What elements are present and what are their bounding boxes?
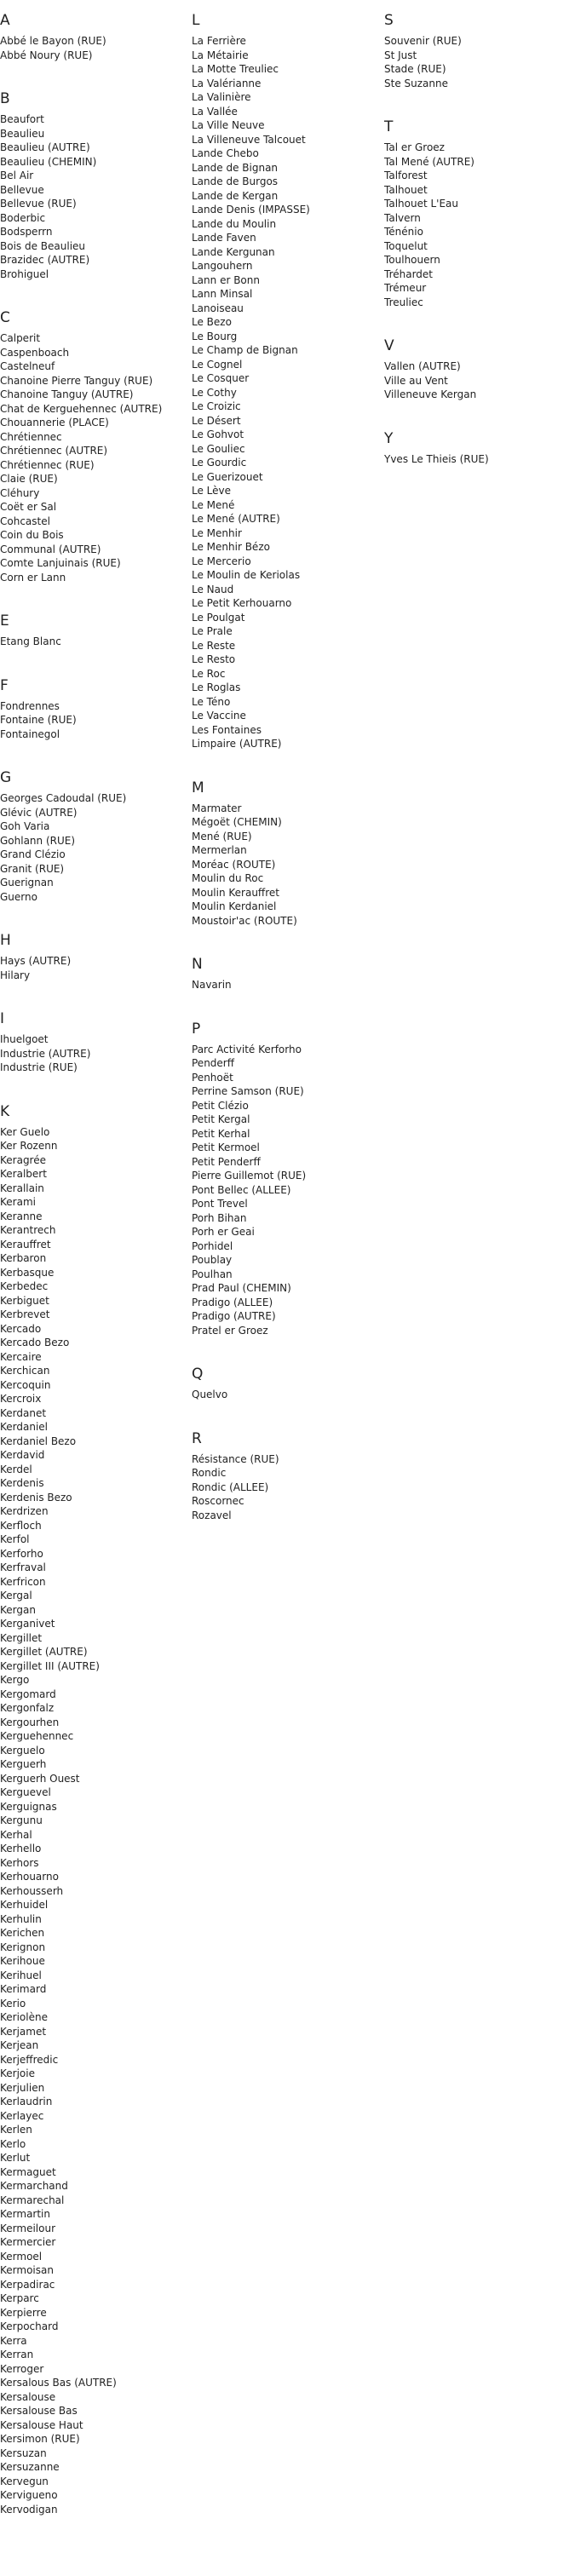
- street-link[interactable]: Chrétiennec (AUTRE): [0, 445, 108, 457]
- street-link[interactable]: Kerforho: [0, 1547, 43, 1560]
- letter-heading: A: [0, 12, 10, 29]
- street-link[interactable]: Kerlo: [0, 2137, 26, 2150]
- street-link[interactable]: Kerpadirac: [0, 2278, 55, 2291]
- street-link[interactable]: La Villeneuve Talcouet: [192, 133, 306, 146]
- street-link[interactable]: Talforest: [384, 170, 428, 181]
- street-link[interactable]: Kerbrevet: [0, 1308, 50, 1320]
- street-link[interactable]: Kersimon (RUE): [0, 2433, 80, 2445]
- street-link[interactable]: Kerjoie: [0, 2067, 35, 2079]
- street-link[interactable]: Les Fontaines: [192, 723, 262, 736]
- street-link[interactable]: Porhidel: [192, 1239, 233, 1252]
- street-link[interactable]: Moulin Kerauffret: [192, 886, 279, 899]
- street-link[interactable]: Kervigueno: [0, 2489, 58, 2501]
- street-link[interactable]: Kerroger: [0, 2362, 44, 2375]
- letter-heading: T: [384, 118, 394, 135]
- street-link[interactable]: Kerguignas: [0, 1800, 57, 1813]
- street-link[interactable]: Keralbert: [0, 1168, 47, 1180]
- street-link[interactable]: Le Cognel: [192, 358, 243, 371]
- street-link[interactable]: Petit Clézio: [192, 1099, 249, 1112]
- street-link[interactable]: La Valérianne: [192, 77, 262, 89]
- street-link[interactable]: Villeneuve Kergan: [384, 388, 477, 400]
- street-link[interactable]: Keragrée: [0, 1153, 46, 1166]
- street-link[interactable]: Le Menhir Bézo: [192, 541, 270, 553]
- street-link[interactable]: Le Gohvot: [192, 428, 244, 440]
- street-link[interactable]: Beaufort: [0, 113, 44, 125]
- street-link[interactable]: Coët er Sal: [0, 501, 57, 513]
- street-link[interactable]: Kersalouse: [0, 2390, 56, 2403]
- street-link[interactable]: Kersuzanne: [0, 2461, 60, 2473]
- street-link[interactable]: Le Désert: [192, 414, 241, 427]
- street-link[interactable]: Moulin Kerdaniel: [192, 900, 277, 912]
- street-link[interactable]: Industrie (RUE): [0, 1061, 78, 1073]
- street-link[interactable]: Kerauffret: [0, 1238, 51, 1251]
- street-link[interactable]: Lande du Moulin: [192, 217, 277, 230]
- street-link[interactable]: Kerdenis: [0, 1477, 44, 1489]
- street-link[interactable]: Ker Rozenn: [0, 1140, 58, 1152]
- street-link[interactable]: Kerguerh: [0, 1758, 47, 1770]
- street-link[interactable]: Le Petit Kerhouarno: [192, 597, 292, 609]
- street-link[interactable]: Navarin: [192, 979, 232, 991]
- street-link[interactable]: Tal Mené (AUTRE): [384, 155, 474, 168]
- street-link[interactable]: Kerdanet: [0, 1406, 47, 1419]
- street-link[interactable]: Comte Lanjuinais (RUE): [0, 557, 121, 569]
- street-link[interactable]: Résistance (RUE): [192, 1452, 279, 1465]
- street-link[interactable]: Kermoel: [0, 2250, 43, 2263]
- street-link[interactable]: Claie (RUE): [0, 473, 58, 485]
- letter-group: [0, 677, 186, 742]
- street-link[interactable]: Roscornec: [192, 1495, 244, 1507]
- street-link[interactable]: Kerdrizen: [0, 1505, 49, 1517]
- street-link[interactable]: Chrétiennec (RUE): [0, 458, 95, 471]
- street-link[interactable]: Kerganivet: [0, 1618, 55, 1630]
- street-link[interactable]: Lande Kergunan: [192, 245, 275, 258]
- street-link[interactable]: Le Roc: [192, 667, 226, 680]
- street-link[interactable]: Kercado: [0, 1322, 42, 1335]
- street-link[interactable]: Kerlut: [0, 2152, 31, 2164]
- street-link[interactable]: Kerfraval: [0, 1561, 46, 1573]
- street-link[interactable]: Kerhousserh: [0, 1884, 64, 1897]
- street-link[interactable]: Treuliec: [384, 296, 423, 308]
- letter-group: [384, 12, 570, 90]
- street-link[interactable]: Le Moulin de Keriolas: [192, 569, 301, 581]
- street-link[interactable]: Industrie (AUTRE): [0, 1047, 91, 1060]
- street-link[interactable]: Grand Clézio: [0, 848, 66, 860]
- street-link[interactable]: Kergunu: [0, 1814, 43, 1826]
- letter-group: [384, 118, 570, 309]
- street-link[interactable]: Le Naud: [192, 583, 234, 595]
- street-link[interactable]: Kerio: [0, 1997, 26, 2010]
- street-link[interactable]: Lande de Bignan: [192, 161, 279, 174]
- street-link[interactable]: Kerihuel: [0, 1969, 42, 1981]
- street-link[interactable]: Kerhulin: [0, 1912, 42, 1925]
- street-link[interactable]: Bellevue: [0, 183, 44, 196]
- street-link[interactable]: Kercaire: [0, 1350, 42, 1363]
- street-link[interactable]: Kerpierre: [0, 2306, 47, 2319]
- street-link[interactable]: Calperit: [0, 332, 41, 344]
- street-link[interactable]: Le Bourg: [192, 330, 238, 342]
- street-link[interactable]: Moulin du Roc: [192, 872, 264, 884]
- street-link[interactable]: Rozavel: [192, 1509, 232, 1521]
- street-link[interactable]: Porh Bihan: [192, 1211, 247, 1224]
- street-link[interactable]: Kerhal: [0, 1828, 32, 1841]
- letter-group: [0, 769, 186, 904]
- letter-heading: E: [0, 612, 9, 630]
- street-link[interactable]: Pierre Guillemot (RUE): [192, 1170, 307, 1182]
- street-link[interactable]: Kerallain: [0, 1182, 44, 1194]
- street-link[interactable]: Kerlayec: [0, 2109, 44, 2122]
- street-link[interactable]: Kerihoue: [0, 1955, 45, 1967]
- street-link[interactable]: Le Gouliec: [192, 442, 245, 455]
- letter-heading: B: [0, 90, 10, 107]
- street-link[interactable]: Kerra: [0, 2334, 27, 2347]
- street-link[interactable]: Kerami: [0, 1196, 36, 1208]
- street-link[interactable]: Castelneuf: [0, 360, 55, 372]
- street-link[interactable]: Moréac (ROUTE): [192, 858, 276, 871]
- street-link[interactable]: Le Menhir: [192, 526, 242, 539]
- street-link[interactable]: Petit Penderff: [192, 1155, 261, 1168]
- street-link[interactable]: Le Resto: [192, 653, 236, 665]
- street-link[interactable]: Kergourhen: [0, 1716, 60, 1728]
- street-link[interactable]: Kerbiguet: [0, 1294, 49, 1307]
- street-link[interactable]: Abbé le Bayon (RUE): [0, 35, 106, 47]
- street-link[interactable]: Fondrennes: [0, 699, 60, 712]
- letter-heading: Y: [384, 429, 394, 447]
- street-link[interactable]: Beaulieu: [0, 127, 45, 140]
- street-link[interactable]: Georges Cadoudal (RUE): [0, 792, 127, 804]
- index-column-3: [384, 12, 570, 494]
- street-link[interactable]: Stade (RUE): [384, 63, 446, 75]
- street-link[interactable]: Perrine Samson (RUE): [192, 1085, 304, 1097]
- street-link[interactable]: Kerhors: [0, 1856, 39, 1869]
- letter-group: [0, 932, 186, 982]
- street-link[interactable]: Kerignon: [0, 1941, 46, 1953]
- street-link[interactable]: Lande de Kergan: [192, 189, 279, 202]
- street-link[interactable]: Parc Activité Kerforho: [192, 1043, 302, 1055]
- street-link[interactable]: Kerpochard: [0, 2320, 59, 2332]
- street-link[interactable]: Beaulieu (CHEMIN): [0, 155, 97, 168]
- street-link[interactable]: Prad Paul (CHEMIN): [192, 1282, 291, 1294]
- street-link[interactable]: Kercroix: [0, 1393, 42, 1405]
- street-link[interactable]: Etang Blanc: [0, 635, 61, 647]
- street-link[interactable]: Kersalouse Haut: [0, 2418, 83, 2431]
- letter-group: [192, 12, 377, 751]
- street-link[interactable]: Kerdavid: [0, 1449, 45, 1461]
- street-link[interactable]: Trémeur: [384, 282, 427, 294]
- street-link[interactable]: Bois de Beaulieu: [0, 239, 86, 252]
- street-link[interactable]: Kergan: [0, 1603, 36, 1616]
- letter-group: [192, 779, 377, 929]
- street-link[interactable]: Gohlann (RUE): [0, 834, 76, 847]
- street-link[interactable]: Toquelut: [384, 239, 428, 252]
- letter-group: [384, 430, 570, 467]
- street-link[interactable]: Kerhello: [0, 1843, 42, 1854]
- street-link[interactable]: Kergo: [0, 1674, 30, 1686]
- letter-group: [0, 1103, 186, 2517]
- street-link[interactable]: Kerchican: [0, 1365, 50, 1377]
- street-link[interactable]: La Motte Treuliec: [192, 63, 279, 75]
- street-link[interactable]: Kerguehennec: [0, 1730, 74, 1742]
- street-link[interactable]: Yves Le Thieis (RUE): [384, 452, 489, 465]
- street-link[interactable]: Cohcastel: [0, 515, 50, 527]
- street-link[interactable]: Kergillet III (AUTRE): [0, 1659, 100, 1672]
- street-link[interactable]: Pradigo (AUTRE): [192, 1310, 276, 1322]
- letter-heading: G: [0, 769, 12, 786]
- street-link[interactable]: Toulhouern: [384, 254, 440, 266]
- street-link[interactable]: Keriolène: [0, 2011, 48, 2023]
- letter-heading: K: [0, 1102, 10, 1120]
- street-link[interactable]: Kermeilour: [0, 2222, 55, 2234]
- street-link[interactable]: Kerlaudrin: [0, 2096, 53, 2107]
- letter-heading: F: [0, 676, 9, 694]
- street-link[interactable]: Mégoët (CHEMIN): [192, 816, 282, 828]
- street-link[interactable]: Kersuzan: [0, 2447, 47, 2459]
- street-link[interactable]: Corn er Lann: [0, 571, 66, 584]
- street-link[interactable]: Le Champ de Bignan: [192, 344, 298, 356]
- street-link[interactable]: Kerjamet: [0, 2025, 47, 2038]
- street-link[interactable]: Kergillet: [0, 1631, 43, 1644]
- street-link[interactable]: Hays (AUTRE): [0, 955, 72, 967]
- street-link[interactable]: Kerhouarno: [0, 1871, 59, 1883]
- street-link[interactable]: Chouannerie (PLACE): [0, 417, 109, 428]
- street-link[interactable]: Kermercier: [0, 2236, 56, 2248]
- street-link[interactable]: Le Vaccine: [192, 710, 246, 722]
- street-link[interactable]: Lande Faven: [192, 232, 256, 244]
- street-link[interactable]: Pratel er Groez: [192, 1324, 268, 1337]
- street-link[interactable]: Chanoine Pierre Tanguy (RUE): [0, 374, 153, 387]
- street-link[interactable]: Kerichen: [0, 1927, 45, 1939]
- street-link[interactable]: Keranne: [0, 1210, 43, 1222]
- street-link[interactable]: Le Mené: [192, 498, 235, 511]
- street-link[interactable]: Limpaire (AUTRE): [192, 738, 282, 750]
- street-link[interactable]: Kerguevel: [0, 1786, 51, 1798]
- street-link[interactable]: Le Reste: [192, 639, 236, 652]
- letter-group: [192, 1021, 377, 1338]
- street-link[interactable]: Hilary: [0, 969, 31, 981]
- street-link[interactable]: La Ferrière: [192, 35, 246, 47]
- street-link[interactable]: Le Gourdic: [192, 457, 247, 469]
- street-link[interactable]: Beaulieu (AUTRE): [0, 141, 90, 153]
- letter-heading: R: [192, 1429, 202, 1447]
- street-link[interactable]: Ihuelgoet: [0, 1033, 49, 1045]
- street-link[interactable]: Lande de Burgos: [192, 175, 279, 187]
- street-link[interactable]: Ste Suzanne: [384, 77, 448, 89]
- street-link[interactable]: Caspenboach: [0, 346, 70, 359]
- street-link[interactable]: Ker Guelo: [0, 1125, 50, 1138]
- street-link[interactable]: Penderff: [192, 1057, 234, 1069]
- street-link[interactable]: Kermarechal: [0, 2194, 65, 2206]
- letter-group: [192, 956, 377, 992]
- street-link[interactable]: Kerran: [0, 2349, 34, 2360]
- street-link[interactable]: Fontaine (RUE): [0, 714, 77, 726]
- street-link[interactable]: Mermerlan: [192, 844, 247, 856]
- street-link[interactable]: Kervegun: [0, 2475, 49, 2487]
- street-link[interactable]: Petit Kermoel: [192, 1141, 260, 1153]
- street-link[interactable]: Abbé Noury (RUE): [0, 49, 93, 61]
- street-link[interactable]: Kerfloch: [0, 1519, 42, 1532]
- street-link[interactable]: Kermoisan: [0, 2264, 54, 2276]
- street-link[interactable]: Kerguerh Ouest: [0, 1772, 80, 1785]
- street-link[interactable]: Chanoine Tanguy (AUTRE): [0, 388, 134, 400]
- letter-heading: C: [0, 309, 10, 326]
- letter-group: [0, 90, 186, 281]
- street-link[interactable]: Lande Chebo: [192, 147, 259, 159]
- street-link[interactable]: Kermartin: [0, 2208, 50, 2220]
- street-link[interactable]: Boderbic: [0, 211, 46, 224]
- letter-heading: P: [192, 1020, 201, 1038]
- street-link[interactable]: Kerdel: [0, 1463, 32, 1475]
- letter-heading: H: [0, 932, 11, 949]
- street-link[interactable]: Kerbaron: [0, 1252, 47, 1264]
- street-link[interactable]: Le Prale: [192, 625, 233, 637]
- street-link[interactable]: Le Roglas: [192, 681, 241, 693]
- letter-heading: V: [384, 337, 394, 354]
- street-link[interactable]: Souvenir (RUE): [384, 35, 462, 47]
- street-link[interactable]: Quelvo: [192, 1389, 228, 1400]
- street-link[interactable]: Lanoiseau: [192, 302, 244, 314]
- street-link[interactable]: Lann Minsal: [192, 288, 253, 300]
- street-link[interactable]: Kergal: [0, 1590, 32, 1601]
- street-link[interactable]: Cléhury: [0, 486, 40, 499]
- street-link[interactable]: Le Bezo: [192, 316, 232, 328]
- street-link[interactable]: Lande Denis (IMPASSE): [192, 204, 310, 216]
- street-link[interactable]: Coin du Bois: [0, 529, 64, 541]
- street-link[interactable]: Lann er Bonn: [192, 273, 260, 286]
- street-link[interactable]: Glévic (AUTRE): [0, 806, 78, 819]
- street-link[interactable]: Mené (RUE): [192, 830, 252, 842]
- letter-heading: S: [384, 12, 394, 29]
- street-link[interactable]: Kerjeffredic: [0, 2053, 59, 2066]
- letter-group: [0, 1010, 186, 1075]
- street-link[interactable]: Kerparc: [0, 2292, 39, 2304]
- letter-group: [0, 309, 186, 584]
- street-link[interactable]: Pont Trevel: [192, 1198, 248, 1210]
- street-link[interactable]: Le Cothy: [192, 386, 237, 399]
- index-column-2: [192, 12, 377, 1550]
- street-link[interactable]: Langouhern: [192, 260, 253, 272]
- street-link[interactable]: Bellevue (RUE): [0, 198, 77, 210]
- street-link[interactable]: La Ville Neuve: [192, 119, 265, 131]
- street-link[interactable]: Rondic: [192, 1467, 227, 1479]
- street-link[interactable]: Moustoir'ac (ROUTE): [192, 914, 297, 927]
- street-link[interactable]: Kercado Bezo: [0, 1337, 70, 1348]
- street-link[interactable]: Le Poulgat: [192, 611, 245, 624]
- street-link[interactable]: La Valinière: [192, 91, 251, 103]
- street-link[interactable]: Goh Varia: [0, 820, 50, 832]
- letter-heading: I: [0, 1010, 5, 1027]
- street-link[interactable]: Penhoët: [192, 1071, 233, 1084]
- street-link[interactable]: Ténénio: [384, 226, 423, 238]
- street-link[interactable]: Kerguelo: [0, 1744, 45, 1757]
- street-link[interactable]: Kergomard: [0, 1688, 56, 1700]
- street-link[interactable]: Kercoquin: [0, 1378, 51, 1391]
- street-link[interactable]: Le Croizic: [192, 400, 241, 412]
- street-link[interactable]: Brazidec (AUTRE): [0, 254, 90, 266]
- street-link[interactable]: Porh er Geai: [192, 1226, 255, 1238]
- street-link[interactable]: Kerlen: [0, 2124, 32, 2136]
- street-link[interactable]: Granit (RUE): [0, 862, 65, 875]
- street-link[interactable]: Kerbedec: [0, 1280, 49, 1292]
- street-link[interactable]: Kersalous Bas (AUTRE): [0, 2377, 117, 2389]
- street-link[interactable]: Chat de Kerguehennec (AUTRE): [0, 402, 163, 415]
- street-link[interactable]: La Métairie: [192, 49, 249, 61]
- street-link[interactable]: Vallen (AUTRE): [384, 360, 461, 372]
- street-link[interactable]: Chrétiennec: [0, 430, 62, 443]
- street-link[interactable]: Kerjean: [0, 2039, 39, 2051]
- street-link[interactable]: Le Guerizouet: [192, 470, 263, 483]
- street-link[interactable]: Pradigo (ALLEE): [192, 1296, 273, 1308]
- street-link[interactable]: Kerdenis Bezo: [0, 1491, 72, 1504]
- street-link[interactable]: Kermarchand: [0, 2180, 68, 2192]
- street-link[interactable]: Guerignan: [0, 877, 54, 888]
- street-link[interactable]: Kerfricon: [0, 1575, 46, 1588]
- letter-heading: Q: [192, 1366, 204, 1383]
- street-link[interactable]: Talhouet: [384, 183, 428, 196]
- street-link[interactable]: Le Mené (AUTRE): [192, 513, 280, 525]
- street-link[interactable]: Kerantrech: [0, 1224, 56, 1236]
- street-link[interactable]: Le Mercerio: [192, 555, 251, 567]
- street-link[interactable]: Le Cosquer: [192, 372, 250, 384]
- street-link[interactable]: Petit Kerhal: [192, 1127, 250, 1140]
- street-link[interactable]: Kerhuidel: [0, 1899, 49, 1911]
- street-link[interactable]: Poulhan: [192, 1268, 233, 1280]
- street-link[interactable]: Kerfol: [0, 1533, 30, 1545]
- street-link[interactable]: Communal (AUTRE): [0, 543, 101, 555]
- street-link[interactable]: Talhouet L'Eau: [384, 198, 459, 210]
- street-link[interactable]: Kerimard: [0, 1983, 47, 1995]
- street-link[interactable]: Kerjulien: [0, 2081, 45, 2094]
- letter-heading: N: [192, 956, 203, 973]
- street-link[interactable]: Petit Kergal: [192, 1113, 250, 1125]
- street-link[interactable]: Poublay: [192, 1254, 233, 1266]
- street-link[interactable]: Kersalouse Bas: [0, 2405, 78, 2417]
- street-link[interactable]: Kerdaniel Bezo: [0, 1435, 77, 1447]
- street-link[interactable]: Kermaguet: [0, 2165, 56, 2178]
- street-link[interactable]: La Vallée: [192, 105, 238, 118]
- street-link[interactable]: Kerbasque: [0, 1266, 55, 1279]
- street-link[interactable]: Le Téno: [192, 695, 231, 708]
- street-link[interactable]: Bel Air: [0, 170, 34, 181]
- street-link[interactable]: Guerno: [0, 890, 37, 903]
- letter-heading: M: [192, 779, 204, 796]
- street-link[interactable]: Le Lève: [192, 485, 232, 497]
- letter-group: [384, 337, 570, 402]
- index-column-1: [0, 12, 186, 2544]
- street-link[interactable]: St Just: [384, 49, 417, 61]
- street-link[interactable]: Kergonfalz: [0, 1702, 55, 1714]
- street-link[interactable]: Pont Bellec (ALLEE): [192, 1183, 291, 1196]
- street-link[interactable]: Bodsperrn: [0, 226, 53, 238]
- street-link[interactable]: Ville au Vent: [384, 374, 448, 387]
- street-link[interactable]: Tal er Groez: [384, 141, 445, 153]
- letter-heading: L: [192, 12, 200, 29]
- street-link[interactable]: Kergillet (AUTRE): [0, 1646, 88, 1658]
- street-link[interactable]: Tréhardet: [384, 267, 434, 280]
- street-link[interactable]: Kervodigan: [0, 2503, 58, 2516]
- letter-group: [192, 1366, 377, 1402]
- street-link[interactable]: Fontainegol: [0, 727, 60, 740]
- street-link[interactable]: Rondic (ALLEE): [192, 1481, 269, 1493]
- street-link[interactable]: Talvern: [384, 211, 421, 224]
- letter-group: [192, 1430, 377, 1523]
- street-link[interactable]: Marmater: [192, 802, 242, 814]
- street-link[interactable]: Kerdaniel: [0, 1421, 49, 1433]
- letter-group: [0, 612, 186, 649]
- street-link[interactable]: Brohiguel: [0, 267, 49, 280]
- letter-group: [0, 12, 186, 62]
